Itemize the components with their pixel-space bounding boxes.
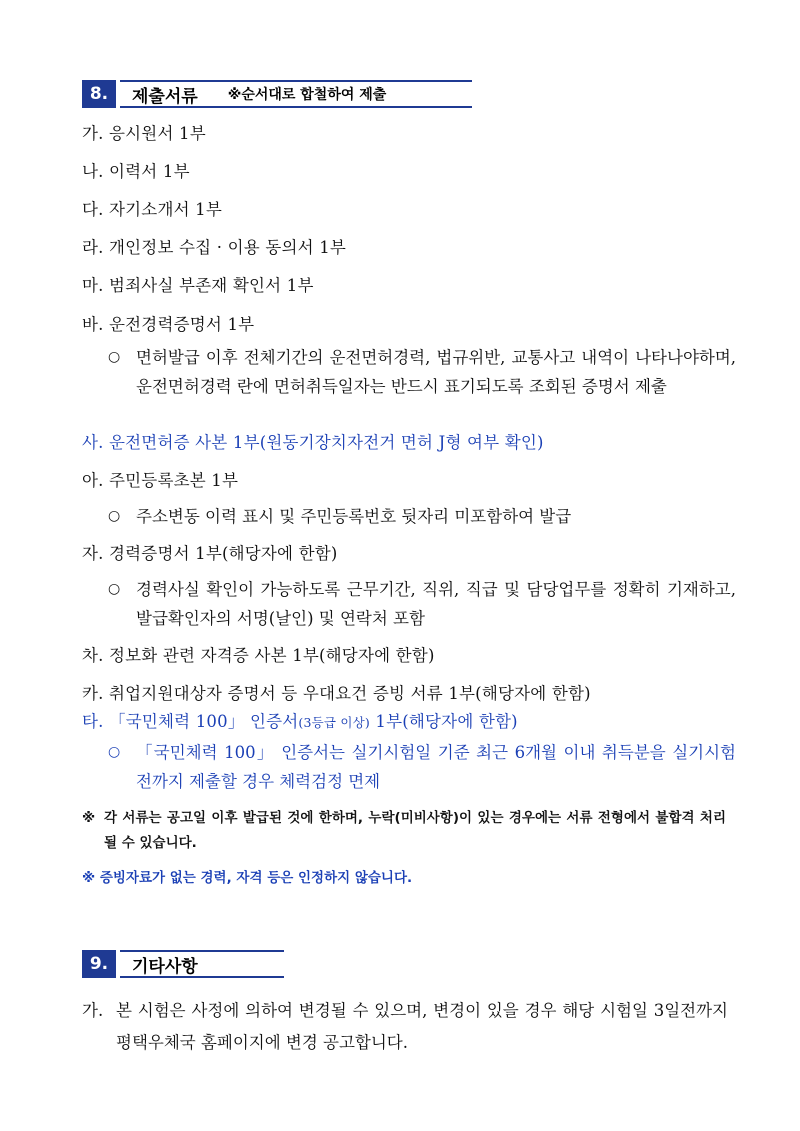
ta-grade: (3등급 이상) [298, 715, 370, 730]
list-item: 사. 운전면허증 사본 1부(원동기장치자전거 면허 J형 여부 확인) [82, 433, 544, 452]
list-item: 나. 이력서 1부 [82, 162, 190, 181]
list-item: 마. 범죄사실 부존재 확인서 1부 [82, 276, 314, 295]
list-item: 바. 운전경력증명서 1부 [82, 315, 255, 334]
notice-text-blue [82, 866, 732, 892]
bullet-mark: ○ [108, 349, 121, 365]
section-9-heading [82, 950, 284, 978]
ta-prefix: 타. 「국민체력 100」 인증서 [82, 712, 299, 731]
list-item: 라. 개인정보 수집 · 이용 동의서 1부 [82, 238, 347, 257]
ta-suffix: 1부(해당자에 한함) [369, 712, 518, 731]
notice-body: 각 서류는 공고일 이후 발급된 것에 한하며, 누락(미비사항)이 있는 경우에는 서류 전형에서 불합격 처리될 수 있습니다. [104, 810, 726, 851]
list-item [82, 710, 518, 735]
list-item: 가. 응시원서 1부 [82, 124, 206, 143]
list-item [82, 995, 732, 1059]
list-item: 카. 취업지원대상자 증명서 등 우대요건 증빙 서류 1부(해당자에 한함) [82, 684, 591, 703]
item-text: 본 시험은 사정에 의하여 변경될 수 있으며, 변경이 있을 경우 해당 시험일 3일전까지 평택우체국 홈페이지에 변경 공고합니다. [116, 1001, 728, 1052]
section-title: 제출서류 [132, 86, 198, 107]
list-item: 자. 경력증명서 1부(해당자에 한함) [82, 544, 338, 563]
list-item: 다. 자기소개서 1부 [82, 200, 223, 219]
bullet-item [108, 575, 738, 635]
list-item: 아. 주민등록초본 1부 [82, 471, 239, 490]
bullet-item [108, 502, 738, 532]
list-item: 차. 정보화 관련 자격증 사본 1부(해당자에 한함) [82, 646, 435, 665]
bullet-text: 경력사실 확인이 가능하도록 근무기간, 직위, 직급 및 담당업무를 정확히 기재하고, 발급확인자의 서명(날인) 및 연락처 포함 [136, 580, 736, 628]
bullet-item [108, 343, 738, 433]
section-8-heading [82, 80, 472, 108]
bullet-text: 면허발급 이후 전체기간의 운전면허경력, 법규위반, 교통사고 내역이 나타나야하며, 운전면허경력 란에 면허취득일자는 반드시 표기되도록 조회된 증명서 제출 [136, 348, 736, 396]
notice-text [82, 806, 732, 858]
bullet-mark: ○ [108, 581, 121, 597]
bullet-mark: ○ [108, 744, 121, 760]
bullet-mark: ○ [108, 508, 121, 524]
section-title: 기타사항 [132, 956, 198, 977]
bullet-text: 「국민체력 100」 인증서는 실기시험일 기준 최근 6개월 이내 취득분을 실기시험 전까지 제출할 경우 체력검정 면제 [136, 743, 736, 791]
notice-mark: ※ [82, 810, 96, 826]
notice-body: ※ 증빙자료가 없는 경력, 자격 등은 인정하지 않습니다. [82, 870, 413, 886]
section-note: ※순서대로 합철하여 제출 [227, 87, 387, 103]
bullet-item [108, 738, 738, 798]
section-number: 8. [82, 80, 116, 108]
bullet-text: 주소변동 이력 표시 및 주민등록번호 뒷자리 미포함하여 발급 [136, 507, 572, 526]
section-number: 9. [82, 950, 116, 978]
item-label: 가. [82, 1001, 104, 1020]
